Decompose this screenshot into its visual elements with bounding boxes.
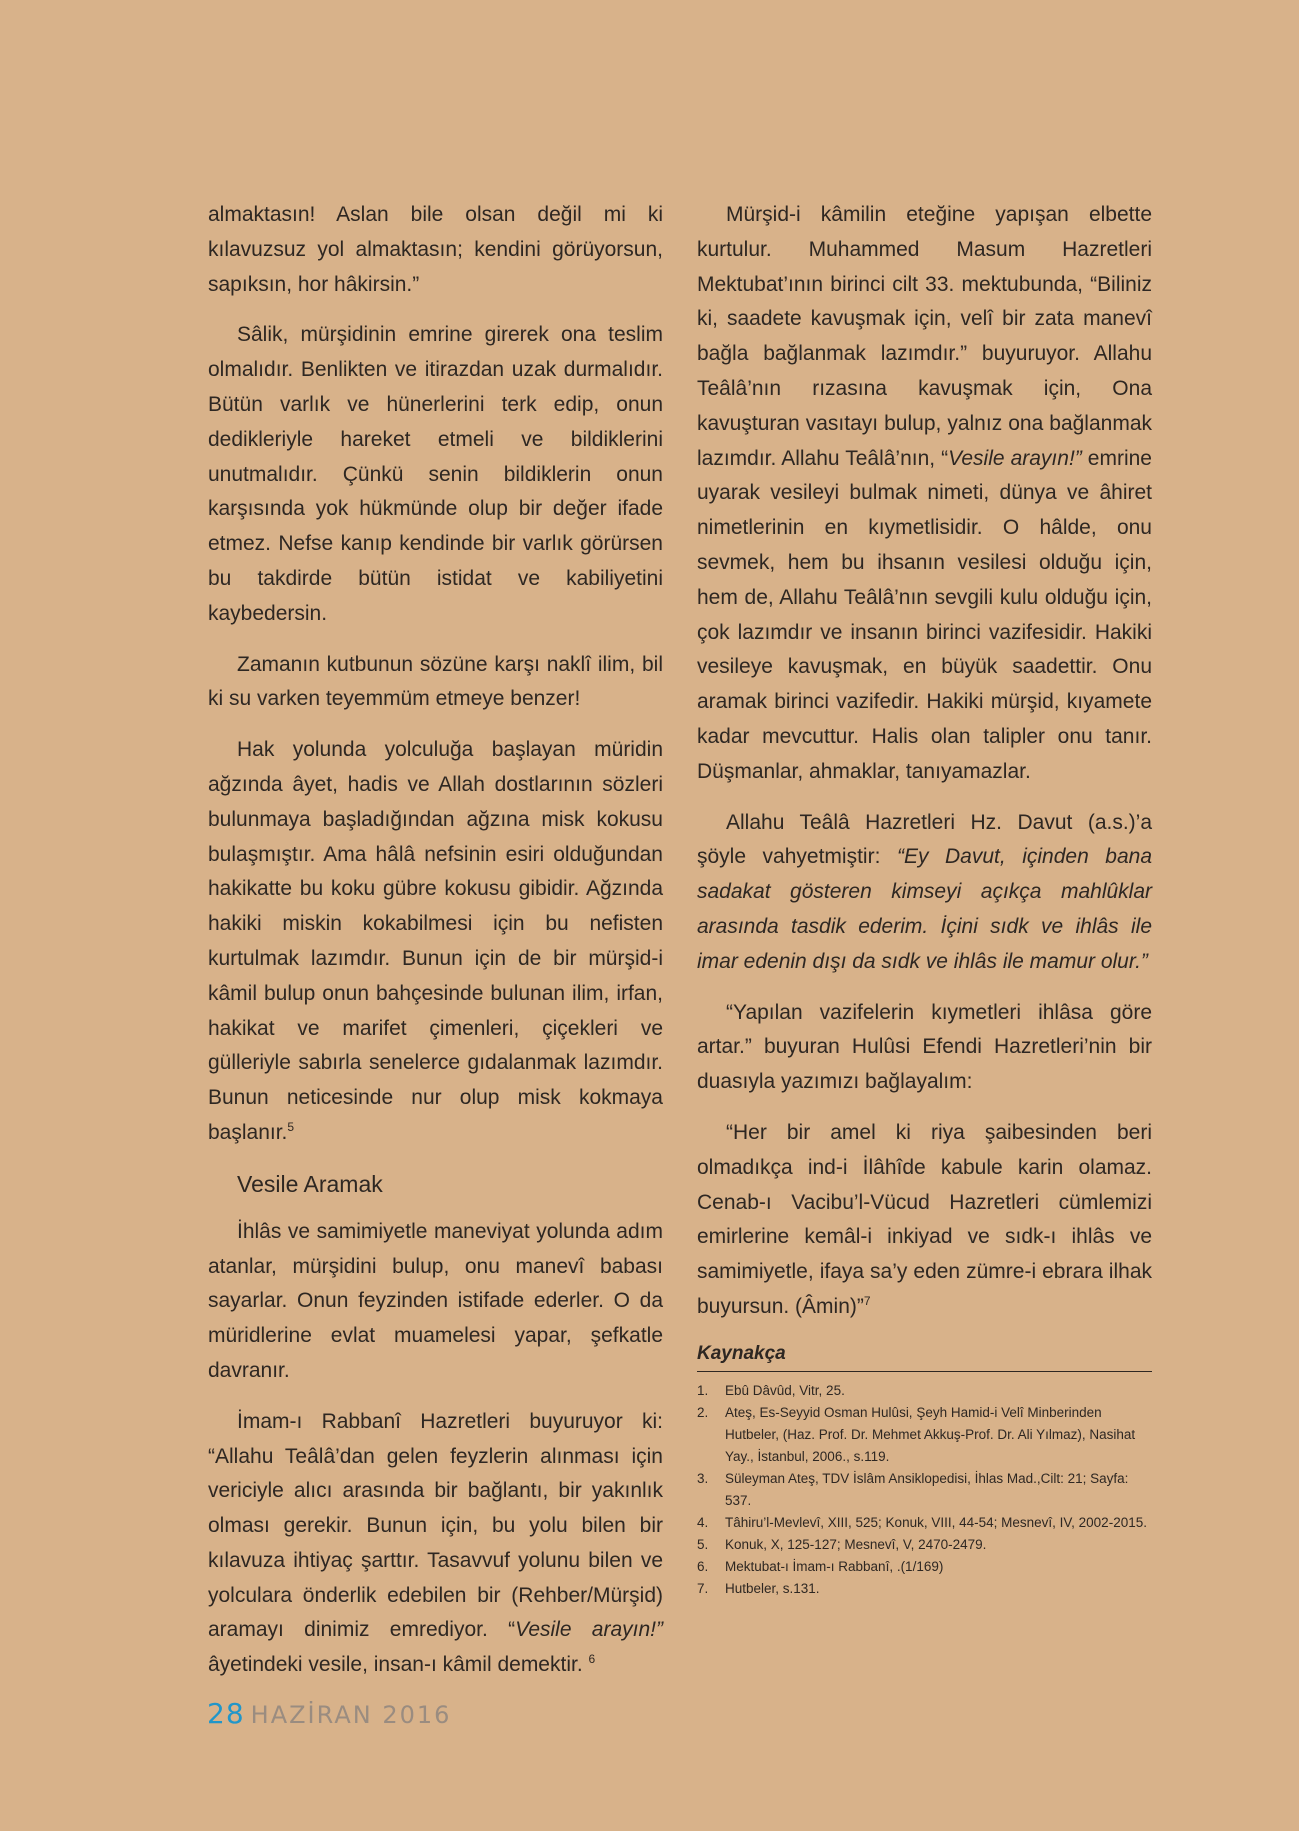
- paragraph-text: emrine uyarak vesileyi bulmak nimeti, dünya ve âhiret nimetlerinin en kıymetlisidir. O hâlde, onu sevmek, hem bu ihsanın vesilesi olduğu için, hem de, Allahu Teâlâ’nın sevgili kulu olduğu için, çok lazımdır ve insanın birinci vazifesidir. Hakiki vesileye kavuşmak, en büyük saadettir. Onu aramak birinci vazifedir. Hakiki mürşid, kıyamete kadar mevcuttur. Halis olan talipler onu tanır. Düşmanlar, ahmaklar, tanıyamazlar.: [697, 446, 1152, 783]
- page-footer: [207, 1697, 451, 1730]
- right-column: [697, 198, 1152, 1600]
- reference-text: Ebû Dâvûd, Vitr, 25.: [725, 1382, 845, 1398]
- section-heading: Vesile Aramak: [237, 1170, 383, 1197]
- paragraph: İhlâs ve samimiyetle maneviyat yolunda adım atanlar, mürşidini bulup, onu manevî babası sayarlar. Onun feyzinden istifade ederler. O da müridlerine evlat muamelesi yapar, şefkatle davranır.: [208, 1219, 663, 1382]
- footnote-marker: 5: [287, 1119, 295, 1134]
- paragraph: Sâlik, mürşidinin emrine girerek ona teslim olmalıdır. Benlikten ve itirazdan uzak durmalıdır. Bütün varlık ve hünerlerini terk edip, onun dedikleriyle hareket etmeli ve bildiklerini unutmalıdır. Çünkü senin bildiklerin onun karşısında yok hükmünde olup bir değer ifade etmez. Nefse kanıp kendinde bir varlık görürsen bu takdirde bütün istidat ve kabiliyetini kaybedersin.: [208, 323, 663, 625]
- paragraph-text: İmam-ı Rabbanî Hazretleri buyuruyor ki: “Allahu Teâlâ’dan gelen feyzlerin alınması için vericiyle alıcı arasında bir bağlantı, bir yakınlık olması gerekir. Bunun için, bu yolu bilen bir kılavuza ihtiyaç şarttır. Tasavvuf yolunu bilen ve yolculara önderlik edebilen bir (Rehber/Mürşid) aramayı dinimiz emrediyor. “: [208, 1409, 663, 1642]
- reference-item: [697, 1534, 1152, 1556]
- reference-list: [697, 1380, 1152, 1600]
- reference-text: Hutbeler, s.131.: [725, 1580, 820, 1596]
- page-number: 28: [207, 1697, 245, 1730]
- italic-quote: Vesile arayın!”: [515, 1618, 663, 1642]
- paragraph: “Yapılan vazifelerin kıymetleri ihlâsa göre artar.” buyuran Hulûsi Efendi Hazretleri’nin bir duasıyla yazımızı bağlayalım:: [697, 1000, 1152, 1094]
- reference-text: Süleyman Ateş, TDV İslâm Ansiklopedisi, İhlas Mad.,Cilt: 21; Sayfa: 537.: [725, 1470, 1129, 1508]
- reference-number: 4.: [697, 1514, 709, 1530]
- references: [697, 1341, 1152, 1600]
- reference-item: [697, 1468, 1152, 1512]
- reference-text: Ateş, Es-Seyyid Osman Hulûsi, Şeyh Hamid-i Velî Minberinden Hutbeler, (Haz. Prof. Dr. Mehmet Akkuş-Prof. Dr. Ali Yılmaz), Nasihat Yay., İstanbul, 2006., s.119.: [725, 1404, 1136, 1464]
- paragraph: [697, 1116, 1152, 1325]
- paragraph-text: Hak yolunda yolculuğa başlayan müridin ağzında âyet, hadis ve Allah dostlarının sözleri bulunmaya başladığından ağzına misk kokusu bulaşmıştır. Ama hâlâ nefsinin esiri olduğundan hakikatte bu koku gübre kokusu gibidir. Ağzında hakiki miskin kokabilmesi için bu nefisten kurtulmak lazımdır. Bunun için de bir mürşid-i kâmil bulup onun bahçesinde bulunan ilim, irfan, hakikat ve marifet çimenleri, çiçekleri ve gülleriyle sabırla senelerce gıdalanmak lazımdır. Bunun neticesinde nur olup misk kokmaya başlanır.: [208, 738, 663, 1144]
- reference-text: Tâhiru’l-Mevlevî, XIII, 525; Konuk, VIII, 44-54; Mesnevî, IV, 2002-2015.: [725, 1514, 1147, 1530]
- reference-number: 6.: [697, 1558, 709, 1574]
- paragraph: Zamanın kutbunun sözüne karşı naklî ilim, bil ki su varken teyemmüm etmeye benzer!: [208, 652, 663, 711]
- references-title: Kaynakça: [697, 1341, 1152, 1372]
- paragraph: [697, 198, 1152, 790]
- italic-quote: “Ey Davut, içinden bana sadakat gösteren kimseyi açıkça mahlûklar arasında tasdik ederim. İçini sıdk ve ihlâs ile imar edenin dışı da sıdk ve ihlâs ile mamur olur.”: [697, 845, 1152, 973]
- reference-number: 5.: [697, 1536, 709, 1552]
- reference-item: [697, 1380, 1152, 1402]
- reference-item: [697, 1578, 1152, 1600]
- reference-text: Konuk, X, 125-127; Mesnevî, V, 2470-2479.: [725, 1536, 987, 1552]
- left-column: [208, 198, 663, 1699]
- reference-text: Mektubat-ı İmam-ı Rabbanî, .(1/169): [725, 1558, 944, 1574]
- paragraph: [208, 1405, 663, 1683]
- paragraph-text: Mürşid-i kâmilin eteğine yapışan elbette kurtulur. Muhammed Masum Hazretleri Mektubat’ının birinci cilt 33. mektubunda, “Biliniz ki, saadete kavuşmak için, velî bir zata manevî bağla bağlanmak lazımdır.” buyuruyor. Allahu Teâlâ’nın rızasına kavuşmak için, Ona kavuşturan vasıtayı bulup, yalnız ona bağlanmak lazımdır. Allahu Teâlâ’nın, “: [697, 203, 1152, 470]
- reference-item: [697, 1402, 1152, 1468]
- paragraph-text: Allahu Teâlâ Hazretleri Hz. Davut (a.s.)’a şöyle vahyetmiştir:: [697, 810, 1152, 869]
- reference-number: 1.: [697, 1382, 709, 1398]
- reference-number: 2.: [697, 1404, 709, 1420]
- reference-item: [697, 1512, 1152, 1534]
- italic-quote: Vesile arayın!”: [948, 446, 1082, 470]
- paragraph-text: âyetindeki vesile, insan-ı kâmil demektir.: [208, 1653, 583, 1677]
- reference-item: [697, 1556, 1152, 1578]
- paragraph: almaktasın! Aslan bile olsan değil mi ki kılavuzsuz yol almaktasın; kendini görüyorsun, sapıksın, hor hâkirsin.”: [208, 203, 663, 296]
- footnote-marker: 6: [588, 1652, 596, 1667]
- reference-number: 3.: [697, 1470, 709, 1486]
- footnote-marker: 7: [863, 1293, 871, 1308]
- paragraph-text: “Her bir amel ki riya şaibesinden beri olmadıkça ind-i İlâhîde kabule karin olamaz. Cenab-ı Vacibu’l-Vücud Hazretleri cümlemizi emirlerine kemâl-i inkiyad ve sıdk-ı ihlâs ve samimiyetle, ifaya sa’y eden zümre-i ebrara ilhak buyursun. (Âmin)”: [697, 1120, 1152, 1318]
- paragraph: [208, 733, 663, 1151]
- reference-number: 7.: [697, 1580, 709, 1596]
- issue-label: HAZİRAN 2016: [250, 1701, 452, 1729]
- paragraph: [697, 806, 1152, 980]
